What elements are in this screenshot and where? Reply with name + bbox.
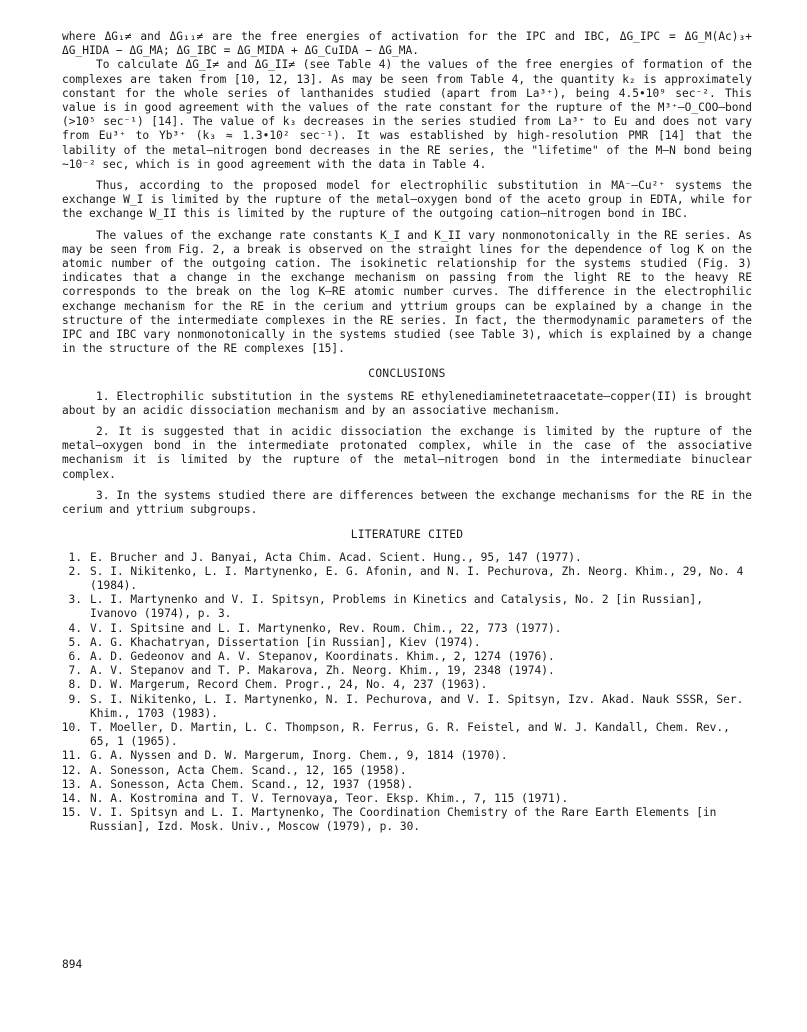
body-text [62,30,752,835]
reference-text: L. I. Martynenko and V. I. Spitsyn, Problems in Kinetics and Catalysis, No. 2 [in Russian], Ivanovo (1974), p. 3. [90,593,703,621]
page-number: 894 [62,958,83,971]
reference-number: 12. [61,763,82,777]
reference-text: A. Sonesson, Acta Chem. Scand., 12, 1937 (1958). [90,777,414,791]
reference-item [62,693,752,721]
reference-number: 9. [68,692,82,706]
paragraph-model: Thus, according to the proposed model for electrophilic substitution in MA⁻–Cu²⁺ systems the exchange W_I is limited by the rupture of the metal–oxygen bond of the aceto group in EDTA, while for the exchange W_II this is limited by the rupture of the outgoing cation–nitrogen bond in IBC. [62,179,752,221]
reference-text: N. A. Kostromina and T. V. Ternovaya, Teor. Eksp. Khim., 7, 115 (1971). [90,791,569,805]
reference-item [62,678,752,692]
reference-text: A. Sonesson, Acta Chem. Scand., 12, 165 (1958). [90,763,407,777]
reference-item [62,721,752,749]
reference-text: S. I. Nikitenko, L. I. Martynenko, E. G. Afonin, and N. I. Pechurova, Zh. Neorg. Khim., 29, No. 4 (1984). [90,564,744,592]
reference-text: G. A. Nyssen and D. W. Margerum, Inorg. Chem., 9, 1814 (1970). [90,749,508,763]
reference-number: 10. [61,720,82,734]
reference-number: 13. [61,777,82,791]
reference-number: 3. [68,593,82,607]
reference-item [62,565,752,593]
paragraph-exchange-rate: The values of the exchange rate constants K_I and K_II vary nonmonotonically in the RE series. As may be seen from Fig. 2, a break is observed on the straight lines for the dependence of log K on the atomic number of the outgoing cation. The isokinetic relationship for the systems studied (Fig. 3) indicates that a change in the exchange mechanism on passing from the light RE to the heavy RE corresponds to the break on the log K–RE atomic number curves. The difference in the electrophilic exchange mechanism for the RE in the cerium and yttrium groups can be explained by a change in the structure of the intermediate complexes in the RE series. In fact, the thermodynamic parameters of the IPC and IBC vary nonmonotonically in the systems studied (see Table 3), which is explained by a change in the structure of the RE complexes [15]. [62,228,752,356]
reference-text: D. W. Margerum, Record Chem. Progr., 24, No. 4, 237 (1963). [90,678,488,692]
reference-item [62,664,752,678]
conclusion-item: 1. Electrophilic substitution in the systems RE ethylenediaminetetraacetate–copper(II) is brought about by an acidic dissociation mechanism and by an associative mechanism. [62,389,752,417]
reference-item [62,650,752,664]
reference-item [62,778,752,792]
reference-text: S. I. Nikitenko, L. I. Martynenko, N. I. Pechurova, and V. I. Spitsyn, Izv. Akad. Nauk SSSR, Ser. Khim., 1703 (1983). [90,692,744,720]
reference-number: 4. [68,621,82,635]
paragraph-definition: where ΔG₁≠ and ΔG₁₁≠ are the free energies of activation for the IPC and IBC, ΔG_IPC = ΔG_M(Ac)₃+ ΔG_HIDA − ΔG_MA; ΔG_IBC = ΔG_MIDA + ΔG_CuIDA − ΔG_MA. [62,30,752,58]
reference-text: V. I. Spitsine and L. I. Martynenko, Rev. Roum. Chim., 22, 773 (1977). [90,621,562,635]
reference-number: 5. [68,635,82,649]
reference-item [62,764,752,778]
reference-text: E. Brucher and J. Banyai, Acta Chim. Acad. Scient. Hung., 95, 147 (1977). [90,550,582,564]
conclusion-item: 2. It is suggested that in acidic dissociation the exchange is limited by the rupture of the metal–oxygen bond in the intermediate protonated complex, while in the case of the associative mechanism it is limited by the rupture of the metal–nitrogen bond in the intermediate binuclear complex. [62,425,752,481]
literature-heading: LITERATURE CITED [350,528,464,542]
reference-item [62,749,752,763]
paragraph-calculation: To calculate ΔG_I≠ and ΔG_II≠ (see Table 4) the values of the free energies of formation of the complexes are taken from [10, 12, 13]. As may be seen from Table 4, the quantity k₂ is approximately constant for the whole series of lanthanides studied (apart from La³⁺), being 4.5•10⁹ sec⁻². This value is in good agreement with the values of the rate constant for the rupture of the M³⁺–O_COO–bond (>10⁵ sec⁻¹) [14]. The value of k₃ decreases in the series studied from La³⁺ to Eu and does not vary from Eu³⁺ to Yb³⁺ (k₃ ≈ 1.3•10² sec⁻¹). It was established by high-resolution PMR [14] that the lability of the metal–nitrogen bond decreases in the RE series, the "lifetime" of the M–N bond being ~10⁻² sec, which is in good agreement with the data in Table 4. [62,58,752,171]
reference-text: A. V. Stepanov and T. P. Makarova, Zh. Neorg. Khim., 19, 2348 (1974). [90,664,555,678]
reference-item [62,622,752,636]
reference-text: T. Moeller, D. Martin, L. C. Thompson, R. Ferrus, G. R. Feistel, and W. J. Kandall, Chem. Rev., 65, 1 (1965). [90,720,730,749]
conclusions-heading: CONCLUSIONS [368,367,446,381]
reference-item [62,636,752,650]
reference-number: 14. [61,791,82,805]
reference-item [62,792,752,806]
reference-text: V. I. Spitsyn and L. I. Martynenko, The Coordination Chemistry of the Rare Earth Elements [in Russian], Izd. Mosk. Univ., Moscow (1979), p. 30. [90,806,717,834]
reference-number: 2. [68,564,82,578]
reference-item [62,551,752,565]
reference-text: A. G. Khachatryan, Dissertation [in Russian], Kiev (1974). [90,635,481,649]
reference-number: 8. [68,678,82,692]
reference-number: 6. [68,649,82,663]
reference-number: 15. [61,806,82,820]
reference-number: 7. [68,664,82,678]
reference-number: 1. [68,550,82,564]
reference-item [62,593,752,621]
reference-list [62,551,752,835]
conclusion-item: 3. In the systems studied there are differences between the exchange mechanisms for the RE in the cerium and yttrium subgroups. [62,488,752,517]
reference-text: A. D. Gedeonov and A. V. Stepanov, Koordinats. Khim., 2, 1274 (1976). [90,649,555,663]
reference-number: 11. [61,749,82,763]
reference-item [62,806,752,834]
